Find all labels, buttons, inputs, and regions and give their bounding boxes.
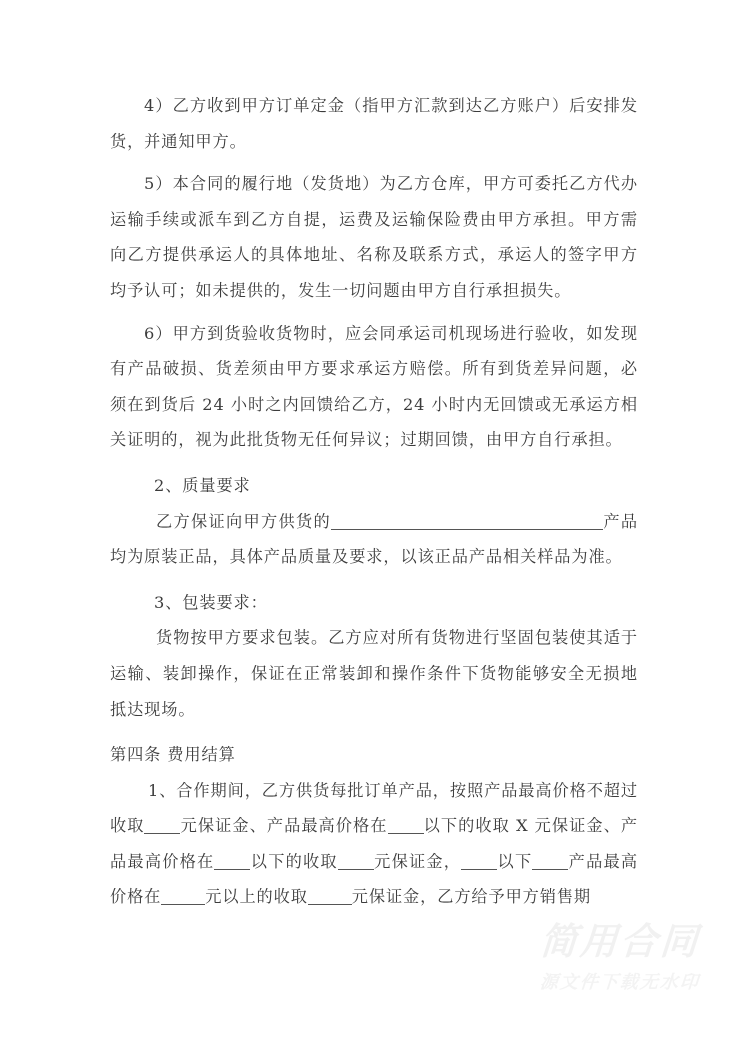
- fee-text-9: 元保证金，乙方给予甲方销售期: [351, 887, 592, 907]
- paragraph-spacer: [110, 458, 638, 468]
- quality-text-before-blank: 乙方保证向甲方供货的: [156, 511, 331, 531]
- fee-text-6: 以下: [497, 851, 533, 871]
- fee-price-blank-5[interactable]: [161, 889, 205, 905]
- paragraph-fee-settlement: [110, 773, 638, 915]
- quality-text-after-blank: 产品均为原装正品，具体产品质量及要求，以该正品产品相关样品为准。: [110, 511, 638, 567]
- watermark: [538, 920, 702, 994]
- fee-deposit-blank-2[interactable]: [338, 854, 374, 870]
- heading-packaging-requirements: 3、包装要求：: [154, 592, 268, 612]
- fee-price-blank-3[interactable]: [461, 854, 497, 870]
- paragraph-clause-6: 6）甲方到货验收货物时，应会同承运司机现场进行验收，如发现有产品破损、货差须由甲方要求承运方赔偿。所有到货差异问题，必须在到货后 24 小时之内回馈给乙方，24 小时内无回馈或无承运方相关证明的，视为此批货物无任何异议；过期回馈，由甲方自行承担。: [110, 323, 638, 450]
- fee-text-5: 元保证金，: [373, 851, 462, 871]
- paragraph-clause-5: 5）本合同的履行地（发货地）为乙方仓库，甲方可委托乙方代办运输手续或派车到乙方自提，运费及运输保险费由甲方承担。甲方需向乙方提供承运人的具体地址、名称及联系方式，承运人的签字甲方均予认可；如未提供的，发生一切问题由甲方自行承担损失。: [110, 174, 638, 300]
- paragraph-spacer: [110, 159, 638, 166]
- fee-text-7: 产品最高价格在: [110, 851, 638, 907]
- paragraph-spacer: [110, 309, 638, 316]
- paragraph-packaging-body: 货物按甲方要求包装。乙方应对所有货物进行坚固包装使其适于运输、装卸操作，保证在正常装卸和操作条件下货物能够安全无损地抵达现场。: [110, 628, 638, 719]
- fee-price-blank-4[interactable]: [532, 854, 568, 870]
- paragraph-spacer: [110, 575, 638, 585]
- fee-text-4: 以下的收取: [250, 851, 338, 871]
- quality-product-blank[interactable]: [331, 514, 603, 530]
- paragraph-clause-4: 4）乙方收到甲方订单定金（指甲方汇款到达乙方账户）后安排发货，并通知甲方。: [110, 96, 638, 151]
- fee-deposit-blank-3[interactable]: [308, 889, 352, 905]
- paragraph-spacer: [110, 727, 638, 737]
- fee-text-8: 元以上的收取: [205, 887, 308, 907]
- fee-price-blank-1[interactable]: [388, 818, 424, 834]
- fee-deposit-blank-1[interactable]: [144, 818, 180, 834]
- heading-quality-requirements: 2、质量要求: [154, 475, 251, 495]
- watermark-sub-text: 源文件下载无水印: [539, 972, 701, 993]
- fee-text-1: 1、合作期间，乙方供货每批订单产品，按照产品最高价格不超过收取: [110, 780, 638, 836]
- heading-article-4: 第四条 费用结算: [110, 745, 236, 765]
- fee-text-3: 以下的收取 X 元保证金、产品最高价格在: [110, 816, 638, 871]
- paragraph-quality-body: [110, 504, 638, 575]
- fee-price-blank-2[interactable]: [214, 854, 250, 870]
- document-body: [110, 88, 638, 915]
- fee-text-2: 元保证金、产品最高价格在: [180, 816, 388, 836]
- watermark-main-text: 简用合同: [538, 920, 702, 964]
